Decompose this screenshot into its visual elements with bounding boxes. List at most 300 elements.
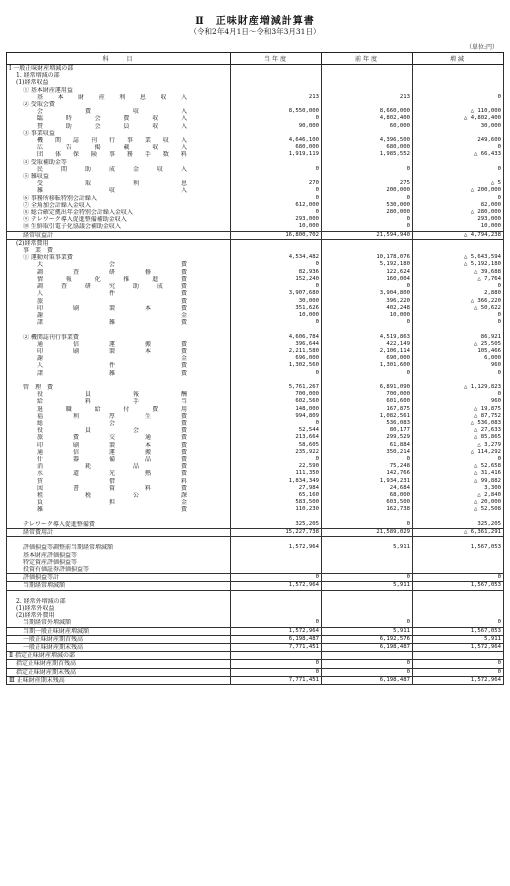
unit-note: （単位:円） (465, 44, 498, 51)
table-row (7, 290, 504, 297)
row-label-text: 諸 雑 費 (37, 319, 187, 327)
row-label-text: 臨 時 会 費 収 入 (37, 115, 187, 123)
table-row (7, 305, 504, 312)
change-value: 0 (413, 456, 504, 463)
previous-year-value: 350,214 (322, 449, 413, 456)
current-year-value: 270 (231, 180, 322, 187)
change-value: 10,000 (413, 223, 504, 231)
table-row (7, 312, 504, 319)
change-value: 105,466 (413, 348, 504, 355)
current-year-value (231, 552, 322, 559)
change-value: △ 5,192,180 (413, 261, 504, 268)
row-label-text: 大 会 費 (37, 261, 187, 269)
row-label-text: ① 基本財産運用益 (23, 86, 73, 94)
current-year-value: 1,302,560 (231, 362, 322, 369)
table-row (7, 652, 504, 660)
current-year-value: 1,572,964 (231, 627, 322, 635)
row-label (7, 305, 231, 312)
current-year-value: 152,240 (231, 276, 322, 283)
current-year-value: 325,205 (231, 521, 322, 529)
table-row (7, 627, 504, 635)
table-row (7, 173, 504, 180)
fiscal-period: （令和2年4月1日～令和3年3月31日） (189, 27, 321, 36)
previous-year-value: 5,192,180 (322, 261, 413, 268)
row-label-text: テレワーク導入促進整備費 (23, 520, 95, 528)
row-label (7, 254, 231, 261)
change-value: 0 (413, 319, 504, 326)
row-label (7, 87, 231, 94)
row-label-text: 印 刷 製 本 費 (37, 347, 187, 355)
change-value: △ 66,433 (413, 151, 504, 158)
table-row (7, 101, 504, 108)
previous-year-value (322, 65, 413, 73)
table-row (7, 463, 504, 470)
row-label (7, 231, 231, 239)
row-label-text: 基本財産評価損益等 (23, 551, 78, 559)
row-label (7, 635, 231, 643)
row-label (7, 298, 231, 305)
change-value (413, 326, 504, 333)
row-label-text: (2)経常費用 (16, 239, 49, 247)
row-label (7, 552, 231, 559)
current-year-value (231, 79, 322, 86)
previous-year-value: 142,766 (322, 470, 413, 477)
row-label-text: 経常費用計 (23, 528, 54, 536)
row-label-text: 退 職 給 付 費 用 (37, 405, 187, 413)
table-row (7, 151, 504, 158)
previous-year-value: 200,000 (322, 187, 413, 194)
previous-year-value: 5,911 (322, 627, 413, 635)
current-year-value (231, 652, 322, 660)
current-year-value (231, 605, 322, 612)
row-label (7, 660, 231, 668)
current-year-value: 396,644 (231, 341, 322, 348)
row-label-text: Ⅱ 指定正味財産増減の部 (9, 652, 75, 660)
table-row (7, 398, 504, 405)
previous-year-value: 80,177 (322, 427, 413, 434)
row-label-text: ⑨ テレワーク導入促進整備補助金収入 (23, 216, 127, 224)
change-value (413, 552, 504, 559)
row-label-text: 一般正味財産期首残高 (23, 635, 84, 643)
previous-year-value (322, 72, 413, 79)
previous-year-value (322, 377, 413, 384)
row-label (7, 290, 231, 297)
current-year-value: 293,000 (231, 216, 322, 223)
previous-year-value: 402,248 (322, 305, 413, 312)
row-label-text: 租 税 公 課 (37, 491, 187, 499)
change-header: 増減 (413, 53, 504, 65)
change-value: △ 25,505 (413, 341, 504, 348)
row-label (7, 598, 231, 605)
change-value: 30,000 (413, 123, 504, 130)
header-row (7, 53, 504, 65)
row-label-text: 基 本 財 産 利 息 収 入 (37, 93, 187, 101)
row-label (7, 470, 231, 477)
row-label-text: 消 耗 品 費 (37, 463, 187, 471)
row-label (7, 492, 231, 499)
table-row (7, 283, 504, 290)
table-row (7, 668, 504, 676)
previous-year-value: 299,529 (322, 434, 413, 441)
row-label (7, 574, 231, 582)
row-label-text: 事 業 費 (23, 247, 54, 255)
row-label-text: Ⅰ 一般正味財産増減の部 (9, 65, 74, 72)
row-label (7, 377, 231, 384)
table-row (7, 605, 504, 612)
previous-year-value: 1,301,600 (322, 362, 413, 369)
table-row (7, 87, 504, 94)
current-year-value: 0 (231, 261, 322, 268)
row-label (7, 166, 231, 173)
change-value (413, 159, 504, 166)
row-label (7, 319, 231, 326)
row-label-text: 旅 費 交 通 費 (37, 434, 187, 442)
current-year-value (231, 239, 322, 247)
previous-year-value (322, 559, 413, 566)
row-label (7, 362, 231, 369)
row-label-text: 通 信 運 搬 費 (37, 340, 187, 348)
table-row (7, 413, 504, 420)
row-label (7, 478, 231, 485)
row-label-text: ② 機関誌刊行事業費 (23, 333, 79, 341)
row-label (7, 544, 231, 551)
current-year-value (231, 87, 322, 94)
current-year-value: 0 (231, 195, 322, 202)
table-row (7, 492, 504, 499)
change-value (413, 87, 504, 94)
row-label (7, 627, 231, 635)
item-header: 科 目 (7, 53, 231, 65)
change-value: 249,600 (413, 137, 504, 144)
previous-year-value: 61,884 (322, 442, 413, 449)
row-label (7, 341, 231, 348)
table-row (7, 355, 504, 362)
current-year-value: 0 (231, 187, 322, 194)
current-year-value (231, 159, 322, 166)
row-label-text: 調 査 研 究 助 成 費 (37, 283, 187, 291)
current-year-value: 3,907,680 (231, 290, 322, 297)
previous-year-value: 530,000 (322, 202, 413, 209)
row-label-text: 調 査 研 修 費 (37, 268, 187, 276)
current-year-value: 8,550,000 (231, 108, 322, 115)
change-value (413, 239, 504, 247)
current-year-value: 58,605 (231, 442, 322, 449)
previous-year-value (322, 598, 413, 605)
row-label-text: 負 担 金 (37, 499, 187, 507)
row-label (7, 456, 231, 463)
row-label (7, 355, 231, 362)
current-year-value: 110,230 (231, 506, 322, 513)
change-value (413, 598, 504, 605)
row-label (7, 187, 231, 194)
row-label-text: 一般正味財産期末残高 (23, 643, 84, 651)
table-row (7, 612, 504, 619)
row-label (7, 463, 231, 470)
document-title: Ⅱ 正味財産増減計算書 (195, 16, 315, 27)
previous-year-value: 4,519,863 (322, 334, 413, 341)
row-label (7, 173, 231, 180)
current-year-value (231, 65, 322, 73)
row-label-text: 指定正味財産期末残高 (16, 668, 77, 676)
table-row (7, 144, 504, 151)
current-year-value: 16,800,702 (231, 231, 322, 239)
previous-year-value: 0 (322, 319, 413, 326)
current-year-value: 22,590 (231, 463, 322, 470)
row-label-text: 投資有価証券評価損益等 (23, 565, 90, 573)
previous-year-value: 280,000 (322, 209, 413, 216)
row-label (7, 370, 231, 377)
table-row (7, 660, 504, 668)
change-value: △ 2,840 (413, 492, 504, 499)
current-year-value: 52,544 (231, 427, 322, 434)
table-row (7, 442, 504, 449)
change-value: 0 (413, 283, 504, 290)
change-value (413, 72, 504, 79)
change-value: 6,000 (413, 355, 504, 362)
table-row (7, 434, 504, 441)
change-value: 0 (413, 660, 504, 668)
table-row (7, 269, 504, 276)
table-row (7, 180, 504, 187)
current-year-value: 0 (231, 574, 322, 582)
change-value (413, 247, 504, 254)
row-label-text: 情 報 化 推 進 費 (37, 275, 187, 283)
row-label (7, 420, 231, 427)
row-label-text: 謝 金 (37, 311, 187, 319)
change-value: 82,000 (413, 202, 504, 209)
row-label (7, 449, 231, 456)
row-label (7, 202, 231, 209)
row-label-text: 機 関 誌 刊 行 事 業 収 入 (37, 137, 187, 145)
previous-year-value: 5,911 (322, 582, 413, 590)
previous-year-value: 3,904,800 (322, 290, 413, 297)
change-value: 3,300 (413, 485, 504, 492)
current-year-value (231, 537, 322, 545)
change-value: 1,567,053 (413, 627, 504, 635)
change-value: △ 31,416 (413, 470, 504, 477)
table-row (7, 79, 504, 86)
row-label-text: 賃 借 料 (37, 477, 187, 485)
row-label (7, 239, 231, 247)
previous-year-value: 162,738 (322, 506, 413, 513)
row-label-text: Ⅲ 正味財産期末残高 (9, 676, 65, 684)
change-value: △ 7,764 (413, 276, 504, 283)
previous-year-value (322, 590, 413, 598)
change-value: △ 5,643,594 (413, 254, 504, 261)
table-row (7, 115, 504, 122)
change-value: 0 (413, 312, 504, 319)
change-value: △ 5 (413, 180, 504, 187)
change-value (413, 65, 504, 73)
previous-year-value: 2,106,114 (322, 348, 413, 355)
table-row (7, 159, 504, 166)
current-year-value (231, 72, 322, 79)
current-year-value: 602,560 (231, 398, 322, 405)
current-year-value: 0 (231, 456, 322, 463)
table-row (7, 261, 504, 268)
change-value (413, 101, 504, 108)
row-label (7, 65, 231, 73)
change-value: 1,572,964 (413, 676, 504, 684)
change-value: △ 200,000 (413, 187, 504, 194)
table-row (7, 619, 504, 627)
current-year-value (231, 566, 322, 574)
previous-year-value: 5,911 (322, 544, 413, 551)
row-label (7, 384, 231, 391)
row-label-text: 人 件 費 (37, 290, 187, 298)
row-label-text: 役 員 会 費 (37, 427, 187, 435)
previous-year-value (322, 247, 413, 254)
row-label (7, 537, 231, 545)
change-value (413, 559, 504, 566)
change-value: △ 52,508 (413, 506, 504, 513)
table-row (7, 552, 504, 559)
table-row (7, 298, 504, 305)
row-label-text: ③ 事業収益 (23, 129, 55, 137)
table-row (7, 676, 504, 684)
row-label-text: 2. 経常外増減の部 (16, 597, 66, 605)
row-label-text: 会 費 収 入 (37, 108, 187, 116)
table-row (7, 456, 504, 463)
row-label-text: (1)経常収益 (16, 79, 49, 87)
previous-year-value (322, 173, 413, 180)
current-year-value (231, 326, 322, 333)
previous-year-value: 603,500 (322, 499, 413, 506)
table-row (7, 478, 504, 485)
row-label (7, 434, 231, 441)
current-year-value: 6,198,487 (231, 635, 322, 643)
previous-year-value: 0 (322, 668, 413, 676)
table-row (7, 391, 504, 398)
current-year-value: 90,000 (231, 123, 322, 130)
previous-year-value: 680,000 (322, 144, 413, 151)
previous-year-value: 24,684 (322, 485, 413, 492)
previous-year-value: 1,082,561 (322, 413, 413, 420)
table-row (7, 216, 504, 223)
change-value: △ 4,794,238 (413, 231, 504, 239)
change-value: 1,567,053 (413, 544, 504, 551)
row-label (7, 499, 231, 506)
previous-year-value: 10,178,076 (322, 254, 413, 261)
current-year-value: 4,646,100 (231, 137, 322, 144)
current-year-value: 1,919,119 (231, 151, 322, 158)
table-row (7, 137, 504, 144)
current-year-value (231, 612, 322, 619)
change-value: △ 27,633 (413, 427, 504, 434)
current-year-value (231, 377, 322, 384)
current-year-value: 2,211,580 (231, 348, 322, 355)
previous-year-value (322, 326, 413, 333)
previous-year-value: 0 (322, 283, 413, 290)
current-year-value: 7,771,451 (231, 643, 322, 651)
change-value (413, 377, 504, 384)
previous-year-value: 167,875 (322, 406, 413, 413)
previous-year-value: 0 (322, 370, 413, 377)
row-label-text: 謝 金 (37, 355, 187, 363)
change-value: △ 366,220 (413, 298, 504, 305)
row-label (7, 652, 231, 660)
change-value: △ 110,000 (413, 108, 504, 115)
row-label (7, 668, 231, 676)
previous-year-value: 213 (322, 94, 413, 101)
current-year-value: 82,936 (231, 269, 322, 276)
current-year-value: 1,572,964 (231, 544, 322, 551)
row-label (7, 605, 231, 612)
row-label-text: 賛 助 会 員 収 入 (37, 122, 187, 130)
previous-year-value (322, 612, 413, 619)
row-label-text: 1. 経常増減の部 (16, 72, 60, 80)
change-value: △ 85,865 (413, 434, 504, 441)
table-row (7, 598, 504, 605)
previous-year-value: 1,934,231 (322, 478, 413, 485)
table-row (7, 566, 504, 574)
row-label-text: 広 告 掲 載 収 入 (37, 144, 187, 152)
current-year-value: 0 (231, 166, 322, 173)
row-label-text: 指定正味財産期首残高 (16, 660, 77, 668)
table-row (7, 499, 504, 506)
row-label (7, 406, 231, 413)
previous-year-header: 前年度 (322, 53, 413, 65)
row-label-text: ⑥ 事務所移転特別会計繰入 (23, 194, 97, 202)
current-year-value: 612,000 (231, 202, 322, 209)
row-label-text: 当期一般正味財産増減額 (23, 627, 90, 635)
current-year-value: 0 (231, 668, 322, 676)
row-label (7, 115, 231, 122)
previous-year-value: 0 (322, 574, 413, 582)
table-row (7, 485, 504, 492)
table-row (7, 582, 504, 590)
previous-year-value: 0 (322, 223, 413, 231)
change-value (413, 514, 504, 521)
row-label (7, 247, 231, 254)
change-value: 960 (413, 362, 504, 369)
current-year-value (231, 173, 322, 180)
row-label (7, 312, 231, 319)
row-label (7, 130, 231, 137)
row-label (7, 413, 231, 420)
table-row (7, 231, 504, 239)
previous-year-value: 4,396,500 (322, 137, 413, 144)
table-row (7, 209, 504, 216)
table-row (7, 521, 504, 529)
change-value: △ 19,875 (413, 406, 504, 413)
change-value (413, 566, 504, 574)
previous-year-value: 601,600 (322, 398, 413, 405)
previous-year-value: 160,004 (322, 276, 413, 283)
row-label (7, 619, 231, 627)
previous-year-value: 0 (322, 456, 413, 463)
change-value: 0 (413, 370, 504, 377)
table-row (7, 223, 504, 231)
current-year-value: 148,000 (231, 406, 322, 413)
table-row (7, 384, 504, 391)
previous-year-value: 6,891,090 (322, 384, 413, 391)
current-year-value: 7,771,451 (231, 676, 322, 684)
table-row (7, 247, 504, 254)
current-year-value: 15,227,738 (231, 528, 322, 536)
row-label-text: 総 会 費 (37, 419, 187, 427)
previous-year-value: 21,589,029 (322, 528, 413, 536)
table-row (7, 528, 504, 536)
row-label-text: 雑 費 (37, 506, 187, 514)
table-row (7, 254, 504, 261)
row-label-text: 水 道 光 熱 費 (37, 470, 187, 478)
row-label (7, 442, 231, 449)
current-year-value: 4,606,784 (231, 334, 322, 341)
row-label (7, 528, 231, 536)
change-value: 0 (413, 166, 504, 173)
table-row (7, 362, 504, 369)
